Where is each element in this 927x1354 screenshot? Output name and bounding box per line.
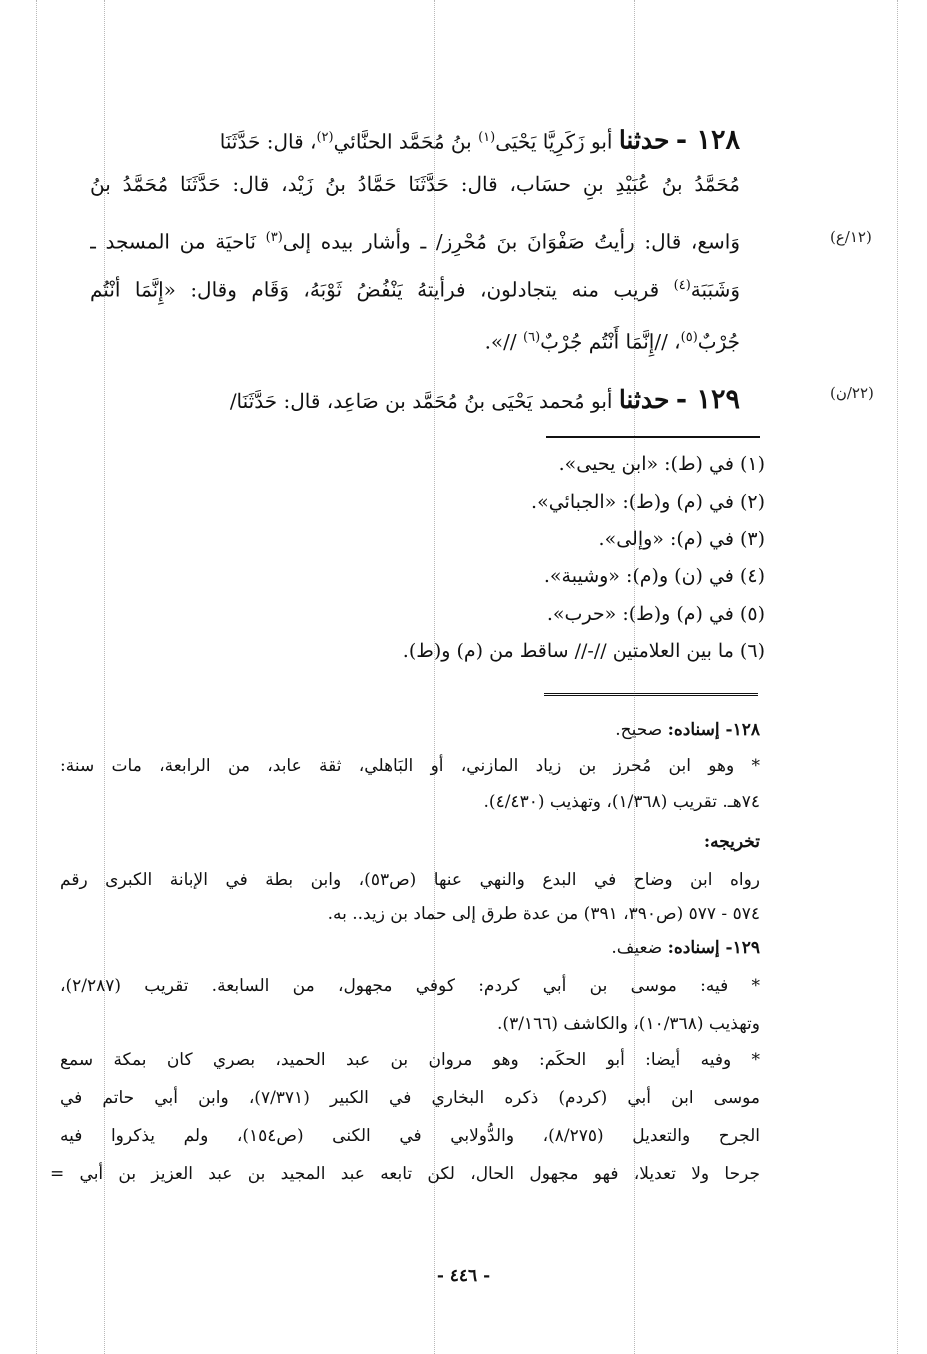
haddathana-heading: حدثنا (618, 385, 670, 414)
hadith-128-line-4: وَشَبَبَة$^{(٤)}$ قريب منه يتجادلون، فرأيتهُ يَنْفُضُ ثَوْبَهُ، وَقَام وقال: «إِنَّمَا أنْتُم (90, 277, 740, 302)
hadith-128-line-1: ١٢٨ - حدثنا أبو زَكَرِيَّا يَحْيَى$^{(١)}$ بنُ مُحَمَّد الحنَّائي$^{(٢)}$، قال: حَدَّثَنَا (219, 124, 740, 156)
note-128-line-2: ٧٤هـ. تقريب (١/٣٦٨)، وتهذيب (٤/٤٣٠). (483, 792, 760, 812)
footnote-ref: (٣) (265, 230, 283, 245)
margin-mark: (١٢/ع) (830, 228, 872, 246)
note-129-line-1: * فيه: موسى بن أبي كردم: كوفي مجهول، من السابعة. تقريب (٢/٢٨٧)، (60, 976, 760, 996)
footnote-separator (546, 436, 760, 438)
hadith-128-line-5: جُرْبٌ$^{(٥)}$، //إِنَّمَا أَنْتُم جُرْبٌ$^{(٦)}$ //». (484, 329, 740, 354)
notes-separator (544, 693, 758, 699)
takhrij-line-2: ٥٧٤ - ٥٧٧ (ص٣٩٠، ٣٩١) من عدة طرق إلى حماد بن زيد.. به. (327, 904, 760, 924)
note-129-line-3: * وفيه أيضا: أبو الحكَم: وهو مروان بن عبد الحميد، بصري كان بمكة سمع (60, 1050, 760, 1070)
note-129-line-5: الجرح والتعديل (٨/٢٧٥)، والدُّولابي في الكنى (ص١٥٤)، ولم يذكروا فيه (60, 1126, 760, 1146)
hadith-number: ١٢٨ - (675, 124, 740, 156)
footnote-1: (١) في (ط): «ابن يحيى». (558, 453, 765, 475)
note-128-line-1: * وهو ابن مُحرز بن زياد المازني، أو البَاهلي، ثقة عابد، من الرابعة، مات سنة: (60, 756, 760, 776)
note-129-isnad: ١٢٩- إسناده: ضعيف. (611, 938, 760, 958)
hadith-128-line-3: وَاسع، قال: رأيتُ صَفْوَانَ بنَ مُحْرِز/ ـ وأشار بيده إلى$^{(٣)}$ نَاحيَة من المسجد ـ (90, 229, 740, 254)
footnote-3: (٣) في (م): «وإلى». (598, 528, 765, 550)
takhrij-line-1: رواه ابن وضاح في البدع والنهي عنها (ص٥٣)، وابن بطة في الإبانة الكبرى رقم (60, 870, 760, 890)
takhrij-heading: تخريجه: (703, 832, 760, 852)
haddathana-heading: حدثنا (618, 125, 670, 155)
note-129-line-6: جرحا ولا تعديلا، فهو مجهول الحال، لكن تابعه عبد المجيد بن عبد العزيز بن أبي = (50, 1164, 760, 1184)
footnote-5: (٥) في (م) و(ط): «حرب». (546, 603, 765, 625)
note-128-isnad: ١٢٨- إسناده: صحيح. (615, 720, 760, 740)
hadith-number: ١٢٩ - (675, 384, 740, 415)
note-129-line-2: وتهذيب (١٠/٣٦٨)، والكاشف (٣/١٦٦). (497, 1014, 760, 1034)
note-129-line-4: موسى ابن أبي (كردم) ذكره البخاري في الكبير (٧/٣٧١)، وابن أبي حاتم في (60, 1088, 760, 1108)
page-number: - ٤٤٦ - (436, 1266, 491, 1286)
footnote-ref: (٥) (680, 330, 698, 345)
hadith-128-line-2: مُحَمَّدُ بنُ عُبَيْدِ بنِ حسَاب، قال: حَدَّثَنَا حَمَّادُ بنُ زَيْد، قال: حَدَّثَنَا مُحَمَّدُ بنُ (90, 172, 740, 196)
footnote-ref: (٦) (523, 330, 541, 345)
margin-mark: (٢٢/ن) (830, 384, 874, 402)
footnote-4: (٤) في (ن) و(م): «وشيبة». (543, 565, 765, 587)
footnote-ref: (٤) (673, 278, 691, 293)
footnote-2: (٢) في (م) و(ط): «الجبائي». (531, 491, 765, 513)
footnote-6: (٦) ما بين العلامتين //-// ساقط من (م) و(ط). (402, 640, 765, 662)
footnote-ref: (١) (478, 130, 496, 145)
hadith-129-line-1: ١٢٩ - حدثنا أبو مُحمد يَحْيَى بنُ مُحَمَّد بن صَاعِد، قال: حَدَّثَنَا/ (229, 384, 740, 415)
footnote-ref: (٢) (316, 130, 334, 145)
